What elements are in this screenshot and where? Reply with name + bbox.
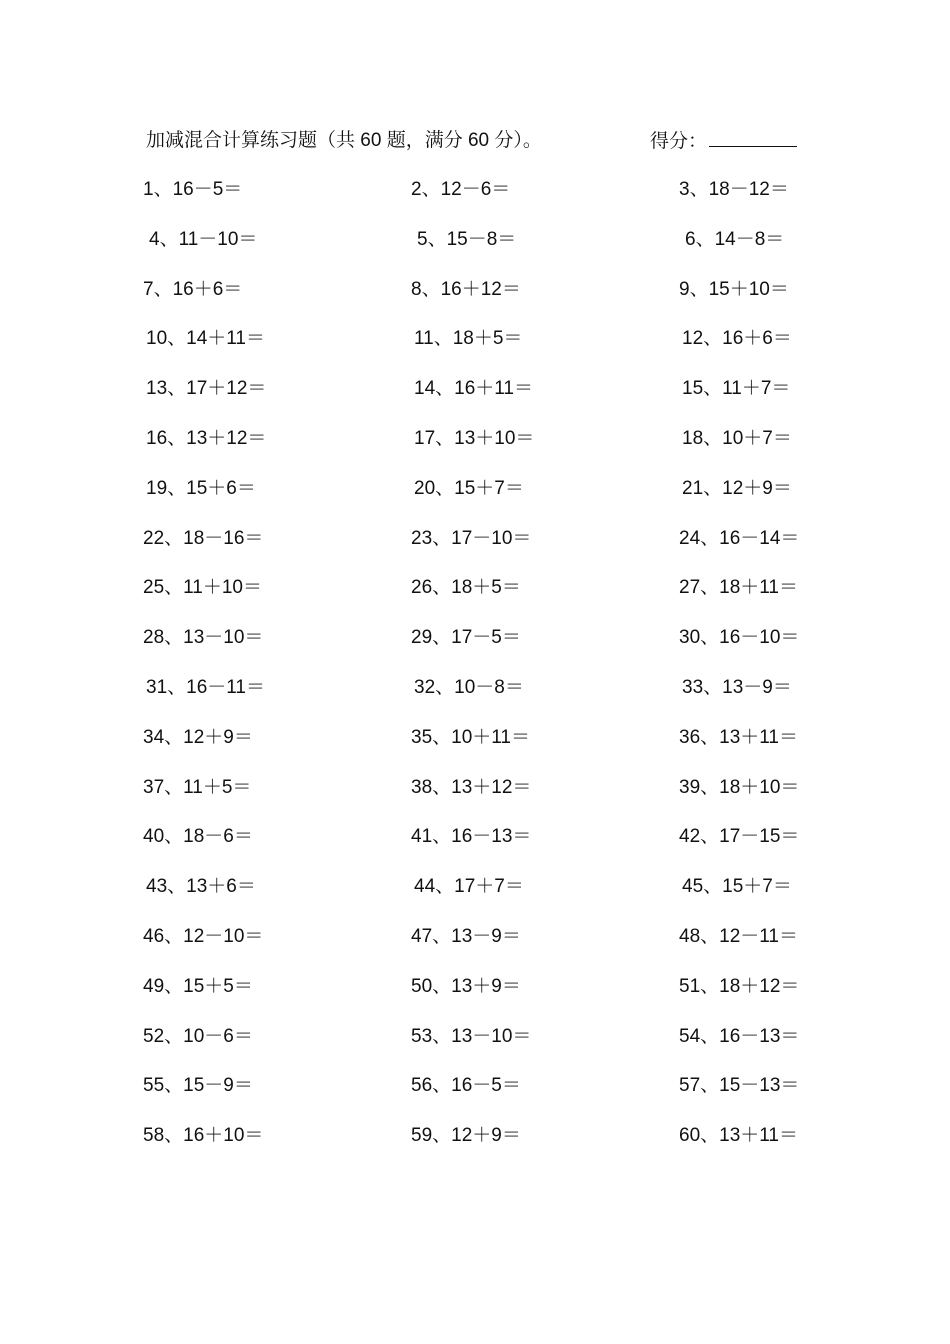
problem-item: 1、16－5＝ <box>143 179 243 200</box>
problem-item: 51、18＋12＝ <box>679 975 800 997</box>
problem-item: 23、17－10＝ <box>411 527 532 549</box>
problem-item: 12、16＋6＝ <box>682 328 792 350</box>
problem-item: 11、18＋5＝ <box>414 328 523 350</box>
problem-item: 49、15＋5＝ <box>143 975 253 997</box>
problem-item: 46、12－10＝ <box>143 925 264 947</box>
problem-item: 29、17－5＝ <box>411 627 521 649</box>
problem-row <box>0 871 950 921</box>
problem-item: 41、16－13＝ <box>411 826 532 848</box>
problem-item: 40、18－6＝ <box>143 826 253 848</box>
problem-item: 15、11＋7＝ <box>682 378 791 400</box>
problem-item: 14、16＋11＝ <box>414 378 533 400</box>
problem-row <box>0 672 950 722</box>
problem-item: 16、13＋12＝ <box>146 427 267 449</box>
problem-item: 13、17＋12＝ <box>146 378 267 400</box>
problem-item: 4、11－10＝ <box>149 228 258 250</box>
problem-item: 43、13＋6＝ <box>146 876 256 898</box>
problem-item: 54、16－13＝ <box>679 1025 800 1047</box>
score-label: 得分： <box>650 131 708 152</box>
problem-item: 52、10－6＝ <box>143 1025 253 1047</box>
problem-item: 32、10－8＝ <box>414 676 524 698</box>
problem-row <box>0 971 950 1021</box>
problem-item: 9、15＋10＝ <box>679 278 789 300</box>
problem-item: 20、15＋7＝ <box>414 477 524 499</box>
problem-row <box>0 323 950 373</box>
problem-item: 37、11＋5＝ <box>143 776 252 798</box>
problem-row <box>0 174 950 224</box>
problem-item: 60、13＋11＝ <box>679 1125 798 1147</box>
problem-item: 7、16＋6＝ <box>143 278 243 300</box>
problem-item: 5、15－8＝ <box>417 228 517 250</box>
problem-item: 45、15＋7＝ <box>682 876 792 898</box>
problem-row <box>0 1021 950 1071</box>
problem-item: 10、14＋11＝ <box>146 328 265 350</box>
problem-row <box>0 1070 950 1120</box>
problem-item: 39、18＋10＝ <box>679 776 800 798</box>
problem-item: 30、16－10＝ <box>679 627 800 649</box>
problem-row <box>0 1120 950 1170</box>
problem-item: 44、17＋7＝ <box>414 876 524 898</box>
problem-item: 26、18＋5＝ <box>411 577 521 599</box>
problem-item: 57、15－13＝ <box>679 1075 800 1097</box>
problem-item: 21、12＋9＝ <box>682 477 792 499</box>
problem-item: 17、13＋10＝ <box>414 427 535 449</box>
problem-item: 50、13＋9＝ <box>411 975 521 997</box>
problem-item: 33、13－9＝ <box>682 676 792 698</box>
score-blank-line[interactable] <box>709 126 797 147</box>
problem-item: 18、10＋7＝ <box>682 427 792 449</box>
problem-row <box>0 622 950 672</box>
problem-item: 34、12＋9＝ <box>143 726 253 748</box>
problem-item: 19、15＋6＝ <box>146 477 256 499</box>
problem-row <box>0 523 950 573</box>
worksheet-title: 加减混合计算练习题（共 60 题，满分 60 分）。 <box>146 130 542 151</box>
problem-item: 47、13－9＝ <box>411 925 521 947</box>
problem-item: 53、13－10＝ <box>411 1025 532 1047</box>
problem-item: 22、18－16＝ <box>143 527 264 549</box>
problem-item: 36、13＋11＝ <box>679 726 798 748</box>
problem-item: 25、11＋10＝ <box>143 577 262 599</box>
problem-row <box>0 423 950 473</box>
problem-item: 59、12＋9＝ <box>411 1125 521 1147</box>
problem-item: 42、17－15＝ <box>679 826 800 848</box>
problem-item: 56、16－5＝ <box>411 1075 521 1097</box>
problem-item: 27、18＋11＝ <box>679 577 798 599</box>
problem-item: 2、12－6＝ <box>411 179 511 200</box>
problem-item: 31、16－11＝ <box>146 676 265 698</box>
score-field <box>650 126 797 157</box>
problem-item: 38、13＋12＝ <box>411 776 532 798</box>
problem-row <box>0 821 950 871</box>
problem-item: 55、15－9＝ <box>143 1075 253 1097</box>
problem-item: 24、16－14＝ <box>679 527 800 549</box>
problem-row <box>0 921 950 971</box>
problem-item: 58、16＋10＝ <box>143 1125 264 1147</box>
problem-item: 8、16＋12＝ <box>411 278 521 300</box>
problem-item: 28、13－10＝ <box>143 627 264 649</box>
problem-item: 35、10＋11＝ <box>411 726 530 748</box>
problem-row <box>0 722 950 772</box>
problem-row <box>0 373 950 423</box>
worksheet-header <box>146 126 846 156</box>
problem-item: 48、12－11＝ <box>679 925 798 947</box>
problem-row <box>0 274 950 324</box>
problem-item: 3、18－12＝ <box>679 179 789 200</box>
problem-item: 6、14－8＝ <box>685 228 785 250</box>
problem-row <box>0 572 950 622</box>
problem-row <box>0 772 950 822</box>
problem-grid <box>0 174 950 1170</box>
problem-row <box>0 473 950 523</box>
problem-row <box>0 224 950 274</box>
